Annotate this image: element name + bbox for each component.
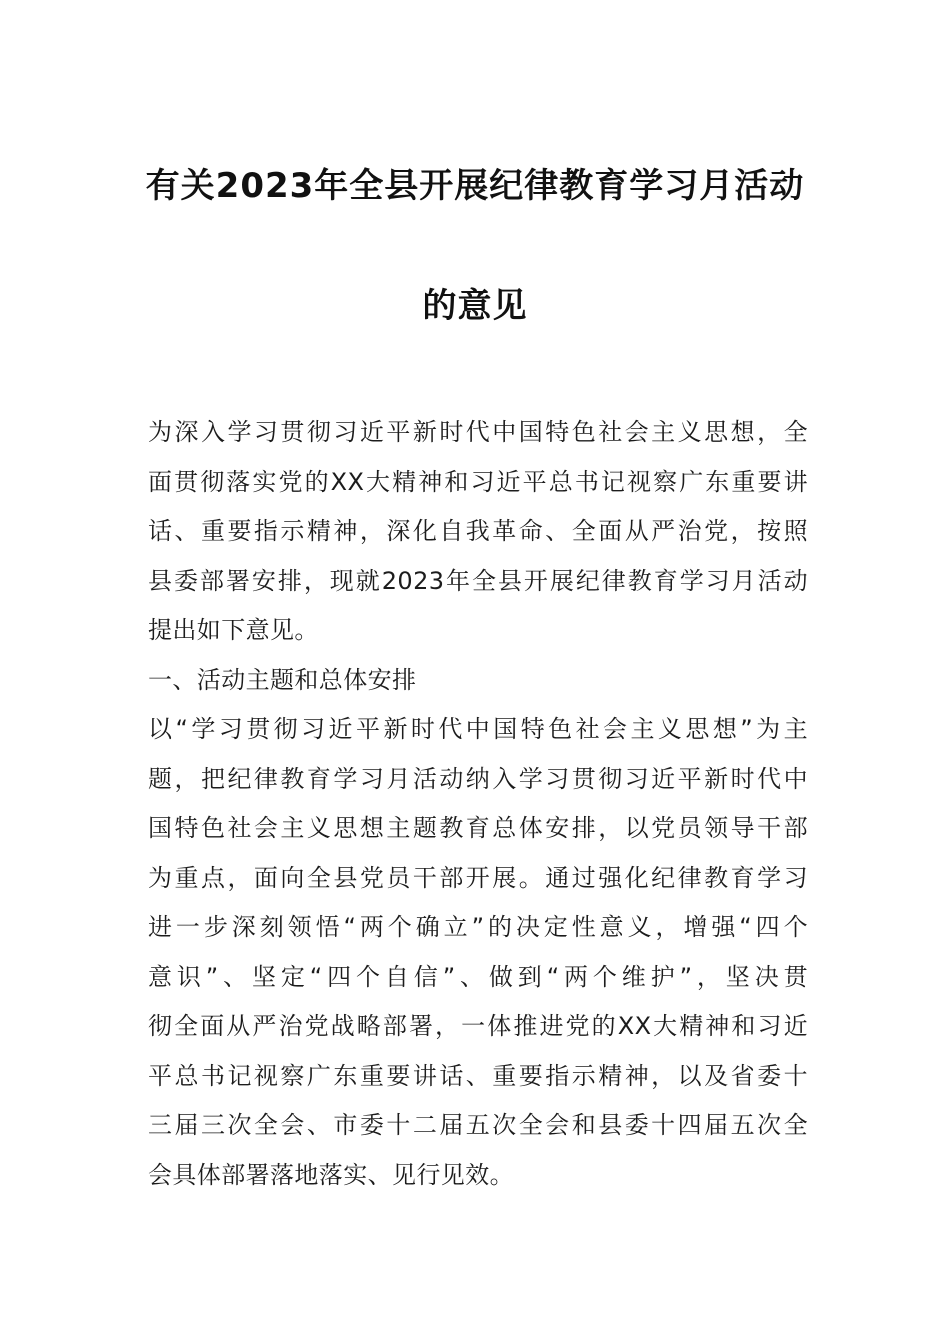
body-line-2: 面贯彻落实党的XX大精神和习近平总书记视察广东重要讲 [148, 467, 808, 496]
body-line-13: 彻全面从严治党战略部署，一体推进党的XX大精神和习近 [148, 1012, 808, 1040]
body-line-8: 题，把纪律教育学习月活动纳入学习贯彻习近平新时代中 [148, 764, 808, 793]
body-line-3: 话、重要指示精神，深化自我革命、全面从严治党，按照 [148, 517, 808, 545]
body-line-12: 意识”、坚定“四个自信”、做到“两个维护”，坚决贯 [148, 962, 808, 991]
section-heading-1: 一、活动主题和总体安排 [148, 665, 417, 694]
document-title-line-1: 有关2023年全县开展纪律教育学习月活动 [145, 166, 805, 206]
body-line-14: 平总书记视察广东重要讲话、重要指示精神，以及省委十 [148, 1061, 808, 1090]
body-line-9: 国特色社会主义思想主题教育总体安排，以党员领导干部 [148, 814, 808, 842]
body-line-15: 三届三次全会、市委十二届五次全会和县委十四届五次全 [148, 1111, 808, 1139]
body-line-7: 以“学习贯彻习近平新时代中国特色社会主义思想”为主 [148, 715, 808, 743]
body-line-4: 县委部署安排，现就2023年全县开展纪律教育学习月活动 [148, 566, 808, 595]
body-line-16: 会具体部署落地落实、见行见效。 [148, 1160, 514, 1189]
body-line-10: 为重点，面向全县党员干部开展。通过强化纪律教育学习 [148, 863, 808, 892]
document-body [148, 408, 808, 1200]
document-title-line-2: 的意见 [422, 286, 528, 326]
body-line-1: 为深入学习贯彻习近平新时代中国特色社会主义思想，全 [148, 418, 808, 446]
body-line-11: 进一步深刻领悟“两个确立”的决定性意义，增强“四个 [148, 913, 808, 941]
body-line-5: 提出如下意见。 [148, 616, 319, 644]
